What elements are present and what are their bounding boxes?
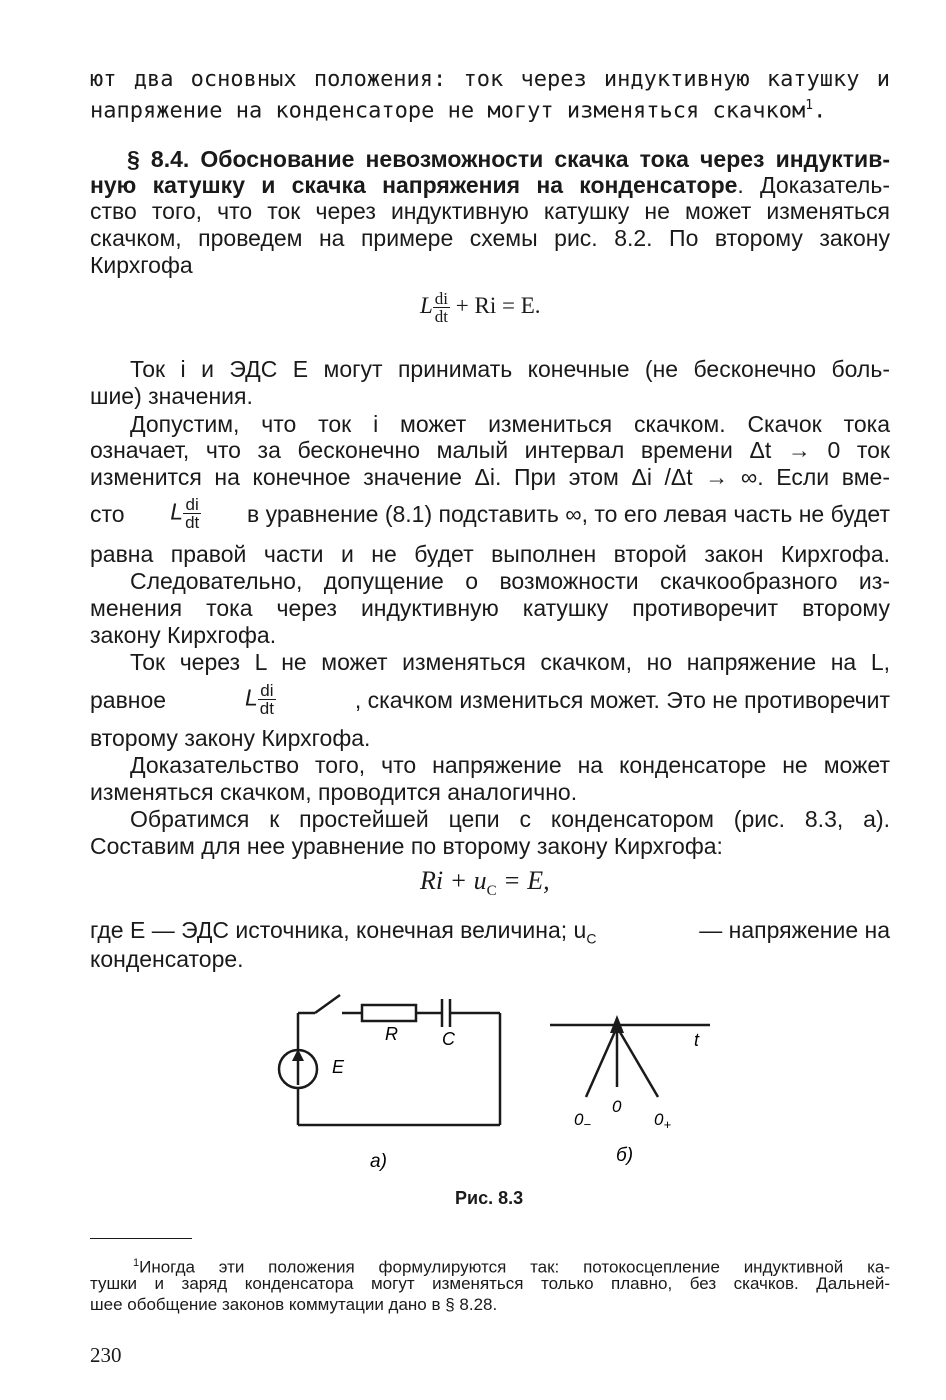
- intro-period: .: [813, 98, 827, 124]
- p1-line-2: шие) значения.: [90, 383, 253, 409]
- label-E: E: [332, 1057, 345, 1077]
- footnote-line-2: тушки и заряд конденсатора могут изменяться только плавно, без скачков. Дальней-: [90, 1274, 890, 1293]
- label-0-minus: [574, 1110, 591, 1132]
- section-number: § 8.4.: [127, 146, 190, 172]
- p4-inline-derivative: [245, 682, 276, 717]
- p7-pre: где E — ЭДС источника, конечная величина; u: [90, 917, 587, 943]
- p6-line-2: Составим для нее уравнение по второму закону Кирхгофа:: [90, 833, 723, 859]
- footnote-mark: 1: [133, 1257, 140, 1269]
- page-number: 230: [90, 1343, 122, 1367]
- p2-fraction: [183, 496, 201, 531]
- switch-icon: [315, 995, 340, 1013]
- p2-num: di: [183, 496, 201, 514]
- eq1-den: dt: [434, 307, 449, 326]
- p1-line-1: Ток i и ЭДС E могут принимать конечные (не бесконечно боль-: [130, 356, 890, 382]
- resistor-icon: [362, 1005, 416, 1021]
- time-diagram: [550, 1025, 710, 1097]
- eq2-rest: = E,: [496, 866, 550, 895]
- eq2-text: Ri + u: [420, 866, 487, 895]
- section-title-part-1: Обоснование невозможности скачка тока через индуктив-: [200, 146, 890, 172]
- p2-line-4-post: в уравнение (8.1) подставить ∞, то его левая часть не будет: [246, 500, 890, 527]
- figure-8-3: [260, 985, 720, 1215]
- p2-line-4-pre: сто: [90, 500, 125, 527]
- footnote-ref: 1: [805, 98, 814, 113]
- p6-line-1: Обратимся к простейшей цепи с конденсатором (рис. 8.3, a).: [130, 806, 890, 832]
- equation-rc: [420, 866, 550, 900]
- p2-line-4: [90, 496, 890, 531]
- p4-fraction: [258, 682, 276, 717]
- eq2-sub: C: [486, 883, 497, 900]
- ray-0-minus: [586, 1027, 617, 1097]
- p3-line-3: закону Кирхгофа.: [90, 622, 277, 648]
- intro-line-1: ют два основных положения: ток через индуктивную катушку и: [90, 67, 890, 92]
- p7-sub: C: [586, 930, 597, 947]
- p7-post: — напряжение на: [699, 917, 890, 943]
- label-0-plus-sub: +: [663, 1117, 672, 1132]
- p4-line-3: второму закону Кирхгофа.: [90, 725, 371, 751]
- equation-8-1: [420, 290, 541, 325]
- p4-den: dt: [259, 699, 274, 718]
- circuit-diagram: [279, 995, 500, 1125]
- p2-den: dt: [185, 513, 200, 532]
- p2-line-2: означает, что за бесконечно малый интервал времени Δt → 0 ток: [90, 437, 890, 463]
- section-heading-line-1: [127, 146, 890, 172]
- p5-line-1: Доказательство того, что напряжение на конденсаторе не может: [130, 752, 890, 778]
- section-line-4: скачком, проведем на примере схемы рис. 8.2. По второму закону: [90, 225, 890, 251]
- p3-line-1: Следовательно, допущение о возможности скачкообразного из-: [130, 568, 890, 594]
- p4-line-1: Ток через L не может изменяться скачком, но напряжение на L,: [130, 649, 890, 675]
- label-0: 0: [612, 1097, 622, 1116]
- p7-line-2: конденсаторе.: [90, 946, 244, 972]
- p2-line-5: равна правой части и не будет выполнен второй закон Кирхгофа.: [90, 541, 890, 567]
- eq1-num: di: [434, 289, 449, 308]
- section-title-part-2: ную катушку и скачка напряжения на конденсаторе: [90, 172, 738, 198]
- p4-line-2-pre: равное: [90, 686, 167, 713]
- p2-inline-derivative: [170, 496, 201, 531]
- figure-caption: Рис. 8.3: [455, 1188, 524, 1208]
- label-t: t: [694, 1030, 700, 1050]
- caption-b: б): [616, 1145, 634, 1166]
- ray-0-plus: [617, 1027, 658, 1097]
- label-0-plus: [654, 1110, 671, 1132]
- eq1-L: L: [420, 292, 433, 318]
- intro-line-2: [90, 93, 890, 124]
- footnote-rule: [90, 1238, 192, 1239]
- section-line-3: ство того, что ток через индуктивную катушку не может изменяться: [90, 198, 890, 224]
- p5-line-2: изменяться скачком, проводится аналогично.: [90, 779, 578, 805]
- label-0-plus-base: 0: [654, 1110, 664, 1129]
- p4-line-2: [90, 682, 890, 717]
- p2-line-3: изменится на конечное значение Δi. При этом Δi /Δt → ∞. Если вме-: [90, 464, 890, 490]
- p2-line-1: Допустим, что ток i может измениться скачком. Скачок тока: [130, 411, 890, 437]
- label-0-minus-sub: −: [583, 1117, 592, 1132]
- intro-line-2-text: напряжение на конденсаторе не могут изменяться скачком: [90, 98, 806, 124]
- label-0-minus-base: 0: [574, 1110, 584, 1129]
- section-heading-line-2: [90, 172, 890, 198]
- p2-L: L: [170, 498, 184, 525]
- footnote-line-3: шее обобщение законов коммутации дано в § 8.28.: [90, 1295, 498, 1314]
- section-line-5: Кирхгофа: [90, 252, 193, 278]
- p4-num: di: [258, 682, 276, 700]
- p4-line-2-post: , скачком измениться может. Это не противоречит: [354, 686, 890, 713]
- eq1-rest: + Ri = E.: [455, 292, 541, 318]
- footnote-l1-text: Иногда эти положения формулируются так: потокосцепление индуктивной ка-: [139, 1257, 890, 1277]
- p4-L: L: [245, 684, 258, 711]
- p3-line-2: менения тока через индуктивную катушку противоречит второму: [90, 595, 890, 621]
- label-R: R: [385, 1024, 398, 1044]
- eq1-fraction: [433, 290, 450, 325]
- caption-a: а): [370, 1151, 387, 1172]
- label-C: C: [442, 1029, 455, 1049]
- section-text-start: . Доказатель-: [737, 172, 890, 198]
